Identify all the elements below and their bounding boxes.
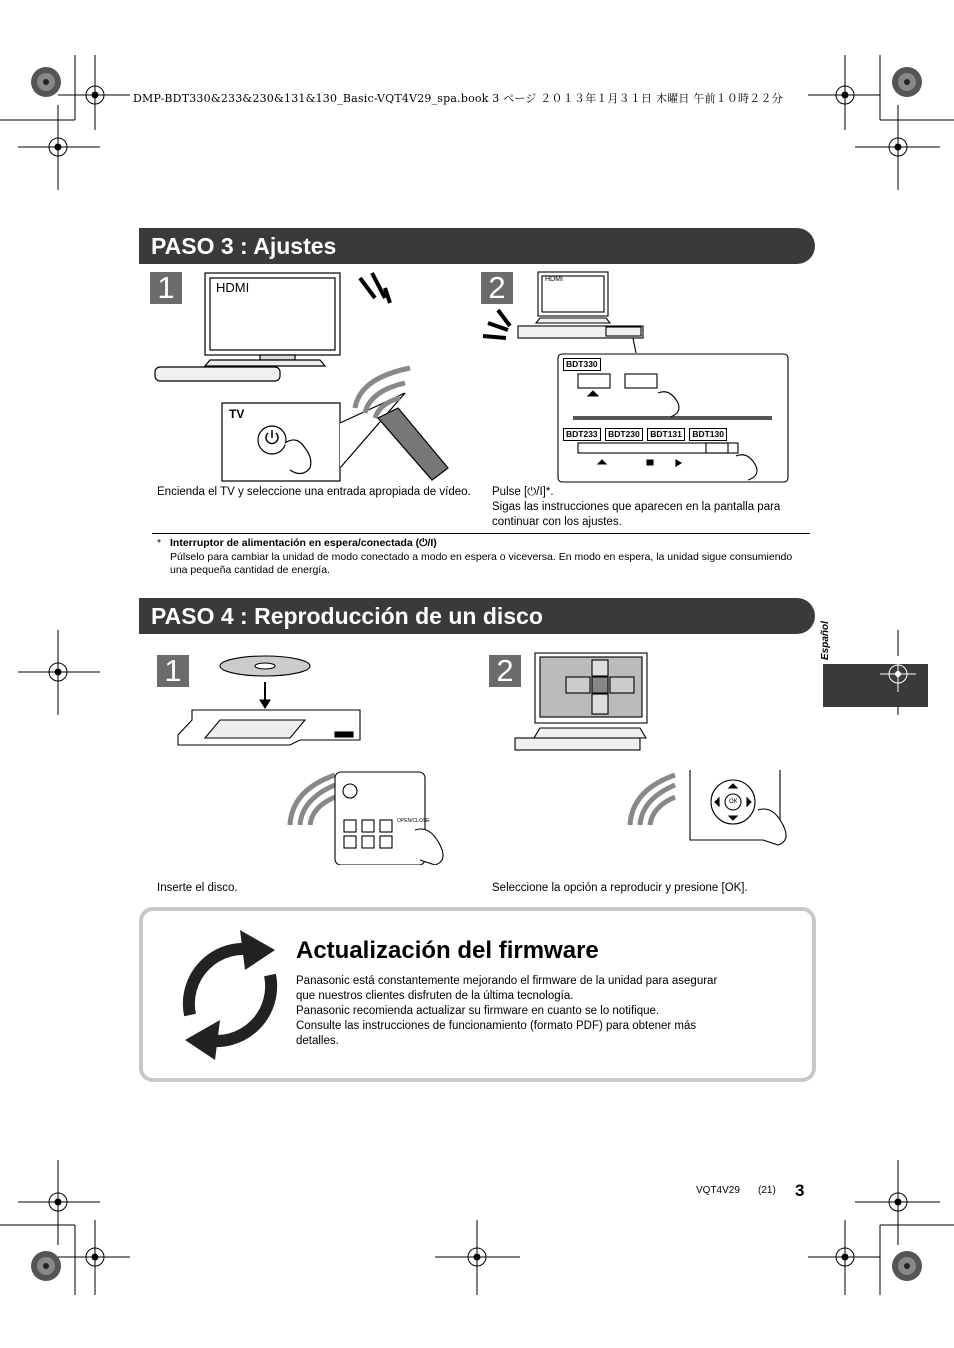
paso3-step2-line1: Pulse [⏻/I]*. [492,486,554,498]
paso3-step1-number: 1 [150,272,182,304]
firmware-body-line: Consulte las instrucciones de funcionamiento (formato PDF) para obtener más [296,1020,697,1032]
paso4-title: PASO 4 : Reproducción de un disco [151,603,543,629]
firmware-title: Actualización del firmware [296,937,599,964]
paso4-step2-text: Seleccione la opción a reproducir y presione [OK]. [492,882,748,894]
model-badge: BDT131 [647,428,685,441]
paso4-step1-illustration [170,650,470,865]
hdmi-label-large: HDMI [216,280,250,295]
model-badges-row [563,424,727,442]
firmware-body-line: detalles. [296,1035,339,1047]
firmware-body-line: que nuestros clientes disfruten de la última tecnología. [296,990,574,1002]
firmware-body-line: Panasonic recomienda actualizar su firmware en cuanto se lo notifique. [296,1005,660,1017]
model-badge: BDT230 [605,428,643,441]
paso3-step1-illustration [150,268,460,483]
book-info-line: DMP-BDT330&233&230&131&130_Basic-VQT4V29_spa.book 3 ページ ２０１３年１月３１日 木曜日 午前１０時２２分 [133,92,783,105]
paso4-step2-number: 2 [489,655,521,687]
firmware-body [296,974,796,1049]
paso4-banner [139,598,815,634]
paso3-title: PASO 3 : Ajustes [151,233,337,259]
model-badge: BDT233 [563,428,601,441]
remote-ok-label: OK [729,799,738,805]
paso4-step1-text: Inserte el disco. [157,882,238,894]
sidebar-register-mark [880,656,916,692]
firmware-body-line: Panasonic está constantemente mejorando el firmware de la unidad para asegurar [296,975,718,987]
model-badge-bdt330: BDT330 [563,358,601,371]
paso3-step2-line2: Sigas las instrucciones que aparecen en la pantalla para continuar con los ajustes. [492,501,781,528]
model-badge: BDT130 [689,428,727,441]
footnote-body: Púlselo para cambiar la unidad de modo conectado a modo en espera o viceversa. En modo en espera, la unidad sigue consumiendo una pequeña cantidad de energía. [170,550,793,576]
footer-code: VQT4V29 [696,1185,740,1196]
footnote-divider [152,533,810,534]
open-close-label: OPEN/CLOSE [397,818,430,824]
paso3-step2-number: 2 [481,272,513,304]
footnote-mark: * [157,537,162,549]
footnote-title: Interruptor de alimentación en espera/conectada (⏻/I) [170,537,437,549]
footer-internal-page: (21) [758,1185,776,1196]
paso3-step2-illustration [478,268,790,483]
paso3-step2-text [492,485,802,530]
sidebar-language-label: Español [820,621,831,660]
tv-label: TV [229,407,245,421]
paso3-banner [139,228,815,264]
paso3-step1-text: Encienda el TV y seleccione una entrada apropiada de vídeo. [157,486,471,498]
page-number: 3 [795,1181,805,1200]
refresh-icon [160,925,300,1065]
footnote [170,537,800,578]
hdmi-label-small: HDMI [545,276,563,283]
paso4-step1-number: 1 [157,655,189,687]
paso4-step2-illustration [510,650,810,865]
